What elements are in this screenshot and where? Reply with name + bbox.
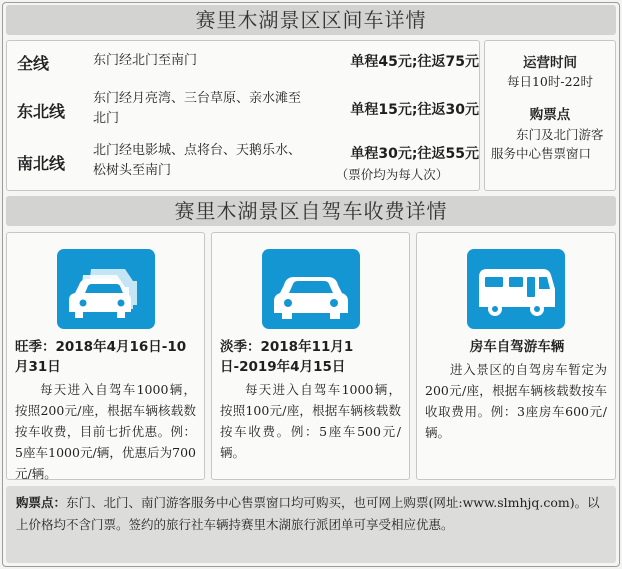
rv-body: 进入景区的自驾房车暂定为200元/座，根据车辆核载数按车收取费用。例：3座房车600元/辆。 <box>425 362 607 440</box>
rv-card <box>416 232 616 480</box>
route-path: 北门经电影城、点将台、天鹅乐水、松树头至南门 <box>93 143 302 178</box>
route-name: 东北线 <box>17 102 66 121</box>
off-season-body: 每天进入自驾车1000辆，按照100元/座，根据车辆核载数按车收费。例：5座车500元/辆。 <box>220 382 401 460</box>
rv-camper-icon <box>467 249 565 329</box>
peak-season-body: 每天进入自驾车1000辆，按照200元/座，根据车辆核载数按车收费，目前七折优惠。例：5座车1000元/辆，优惠后为700元/辆。 <box>15 382 196 481</box>
routes-panel <box>6 40 480 191</box>
peak-season-card <box>6 232 205 480</box>
footer-label: 购票点： <box>16 495 67 510</box>
hours-panel <box>484 40 616 191</box>
selfdrive-title: 赛里木湖景区自驾车收费详情 <box>6 196 616 226</box>
ticket-label: 购票点 <box>529 107 571 123</box>
route-price: 单程30元;往返55元 <box>350 146 479 162</box>
footer-text: 东门、北门、南门游客服务中心售票窗口均可购买，也可网上购票(网址:www.slmhjq.com)。以上价格均不含门票。签约的旅行社车辆持赛里木湖旅行派团单可享受相应优惠。 <box>16 495 600 532</box>
hours-value: 每日10时-22时 <box>506 74 594 89</box>
shuttle-title: 赛里木湖景区区间车详情 <box>6 5 616 35</box>
car-front-icon <box>262 249 360 329</box>
route-name: 全线 <box>17 54 50 73</box>
route-path: 东门经月亮湾、三台草原、亲水滩至北门 <box>93 91 302 126</box>
ticket-value: 东门及北门游客服务中心售票窗口 <box>491 127 604 161</box>
rv-title: 房车自驾游车辆 <box>469 339 565 355</box>
off-season-title: 淡季：2018年11月1日-2019年4月15日 <box>220 339 354 375</box>
off-season-card <box>211 232 410 480</box>
footer-note <box>6 486 616 563</box>
route-name: 南北线 <box>17 154 66 173</box>
route-path: 东门经北门至南门 <box>93 53 198 68</box>
hours-label: 运营时间 <box>523 55 577 71</box>
multi-car-icon <box>57 249 155 329</box>
route-price: 单程45元;往返75元 <box>350 54 479 70</box>
peak-season-title: 旺季：2018年4月16日-10月31日 <box>15 339 187 375</box>
price-note: （票价均为每人次） <box>335 167 449 182</box>
route-price: 单程15元;往返30元 <box>350 102 479 118</box>
